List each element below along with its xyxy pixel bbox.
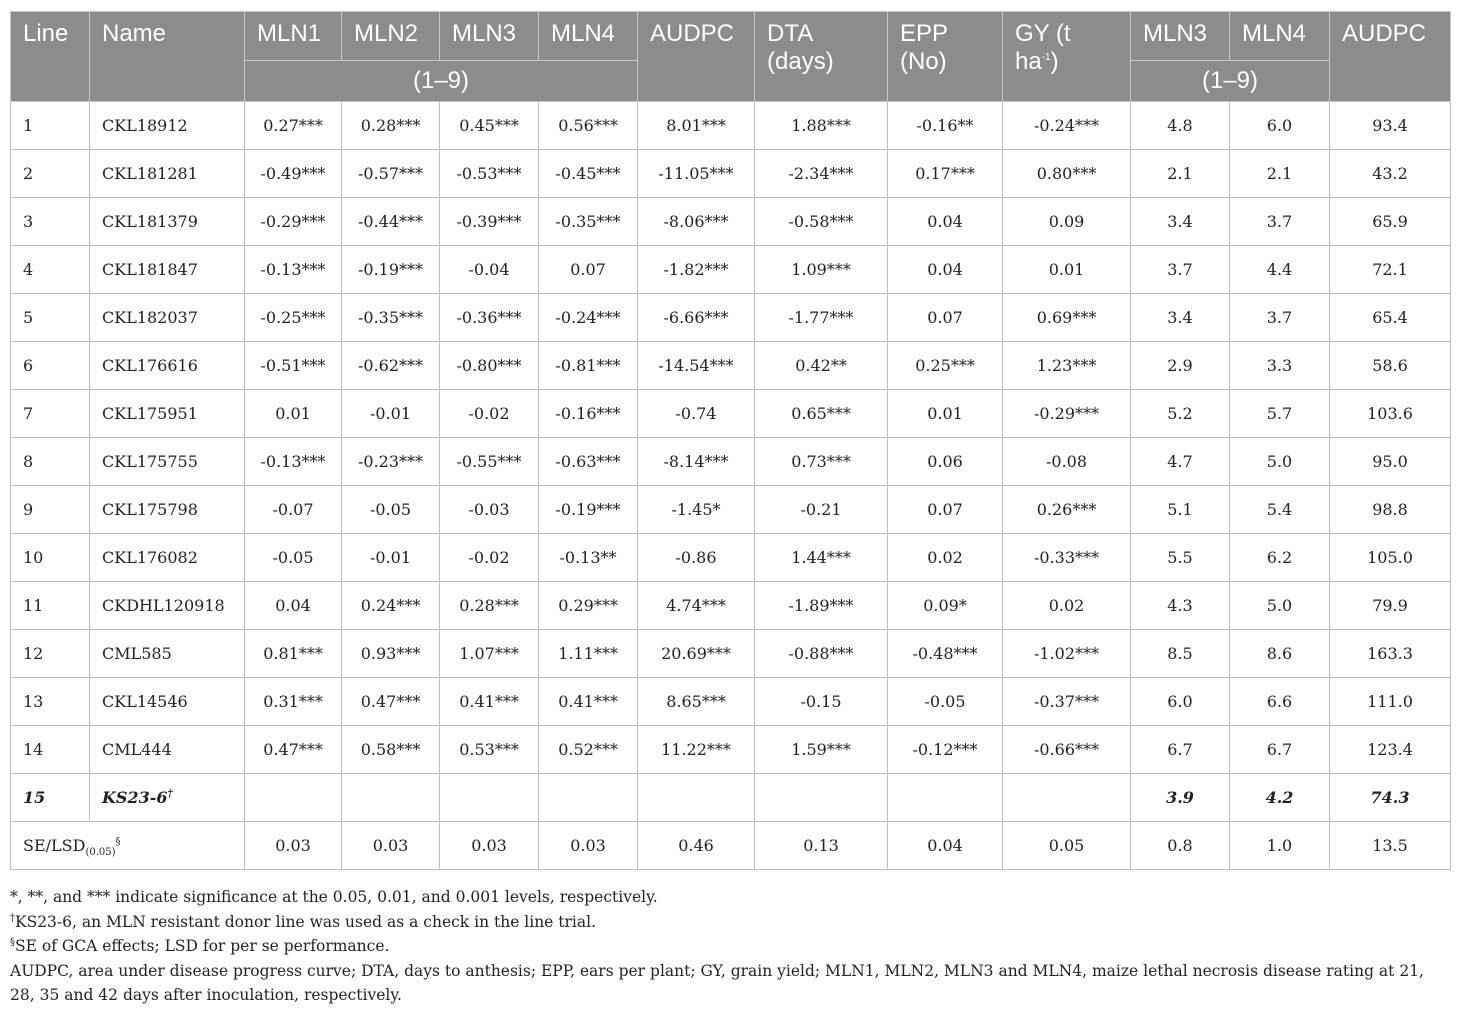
epp-gca-cell: 0.01 bbox=[888, 390, 1003, 438]
epp-gca-cell: 0.25*** bbox=[888, 342, 1003, 390]
mln4-perse-cell: 6.7 bbox=[1230, 726, 1330, 774]
mln4-perse-cell: 6.0 bbox=[1230, 102, 1330, 150]
name-cell: CKL176082 bbox=[90, 534, 245, 582]
mln3-perse-cell: 5.2 bbox=[1131, 390, 1230, 438]
footnote-significance: *, **, and *** indicate significance at the 0.05, 0.01, and 0.001 levels, respectively. bbox=[10, 888, 658, 906]
mln3-gca-cell: -0.53*** bbox=[440, 150, 539, 198]
mln4-perse-cell: 3.7 bbox=[1230, 294, 1330, 342]
se-cell: 0.04 bbox=[888, 822, 1003, 870]
line-cell: 8 bbox=[11, 438, 90, 486]
dta-gca-cell: 1.88*** bbox=[755, 102, 888, 150]
check-name-cell: KS23-6† bbox=[90, 774, 245, 822]
gy-gca-cell: 0.02 bbox=[1003, 582, 1131, 630]
mln3-perse-cell: 4.7 bbox=[1131, 438, 1230, 486]
table-row bbox=[11, 486, 1451, 534]
dta-gca-cell: -0.58*** bbox=[755, 198, 888, 246]
table-row bbox=[11, 678, 1451, 726]
gy-gca-cell: 0.80*** bbox=[1003, 150, 1131, 198]
check-mln4-cell: 4.2 bbox=[1230, 774, 1330, 822]
gy-gca-cell: -0.66*** bbox=[1003, 726, 1131, 774]
footnote-abbreviations: AUDPC, area under disease progress curve; DTA, days to anthesis; EPP, ears per plant; GY, grain yield; MLN1, MLN2, MLN3 and MLN4, maize lethal necrosis disease rating at 21, 28, 35 and 42 days after inoculation, respectively. bbox=[10, 961, 1424, 1004]
name-cell: CKL181281 bbox=[90, 150, 245, 198]
mln3-perse-cell: 5.1 bbox=[1131, 486, 1230, 534]
line-cell: 10 bbox=[11, 534, 90, 582]
mln3-gca-cell: 0.53*** bbox=[440, 726, 539, 774]
mln2-gca-cell: -0.05 bbox=[342, 486, 440, 534]
mln1-gca-cell: 0.31*** bbox=[245, 678, 342, 726]
mln3-perse-cell: 2.9 bbox=[1131, 342, 1230, 390]
dta-gca-cell: -1.89*** bbox=[755, 582, 888, 630]
mln3-perse-cell: 5.5 bbox=[1131, 534, 1230, 582]
col-header-dta: DTA (days) bbox=[755, 12, 888, 102]
col-header-gy: GY (t $ha^{-1}$) bbox=[1003, 12, 1131, 102]
dta-gca-cell: -0.21 bbox=[755, 486, 888, 534]
col-header-name: Name bbox=[90, 12, 245, 102]
mln2-gca-cell: 0.28*** bbox=[342, 102, 440, 150]
name-cell: CKL175951 bbox=[90, 390, 245, 438]
se-cell: 0.46 bbox=[638, 822, 755, 870]
mln1-gca-cell: -0.29*** bbox=[245, 198, 342, 246]
footnote-check: †KS23-6, an MLN resistant donor line was used as a check in the line trial. bbox=[10, 912, 597, 931]
gy-gca-cell: -0.33*** bbox=[1003, 534, 1131, 582]
mln3-gca-cell: -0.02 bbox=[440, 534, 539, 582]
audpc-perse-cell: 65.4 bbox=[1330, 294, 1451, 342]
mln4-gca-cell: -0.35*** bbox=[539, 198, 638, 246]
name-cell: CKDHL120918 bbox=[90, 582, 245, 630]
name-cell: CKL175755 bbox=[90, 438, 245, 486]
gca-unit-label: (1–9) bbox=[245, 61, 638, 102]
mln4-gca-cell: 0.07 bbox=[539, 246, 638, 294]
table-row bbox=[11, 630, 1451, 678]
mln3-perse-cell: 8.5 bbox=[1131, 630, 1230, 678]
line-cell: 12 bbox=[11, 630, 90, 678]
mln3-perse-cell: 3.7 bbox=[1131, 246, 1230, 294]
col-header-line: Line bbox=[11, 12, 90, 102]
perse-unit-label: (1–9) bbox=[1131, 61, 1330, 102]
mln4-gca-cell: 0.52*** bbox=[539, 726, 638, 774]
mln2-gca-cell: 0.93*** bbox=[342, 630, 440, 678]
mln3-gca-cell: 0.45*** bbox=[440, 102, 539, 150]
table-cell-empty bbox=[440, 774, 539, 822]
mln4-perse-cell: 3.3 bbox=[1230, 342, 1330, 390]
mln3-perse-cell: 2.1 bbox=[1131, 150, 1230, 198]
mln1-gca-cell: -0.13*** bbox=[245, 438, 342, 486]
dta-gca-cell: 0.73*** bbox=[755, 438, 888, 486]
col-header-mln2: MLN2 bbox=[342, 12, 440, 61]
audpc-perse-cell: 58.6 bbox=[1330, 342, 1451, 390]
mln3-perse-cell: 3.4 bbox=[1131, 294, 1230, 342]
check-audpc-cell: 74.3 bbox=[1330, 774, 1451, 822]
se-lsd-label: $SE/LSD_{(0.05)}^\S$ bbox=[11, 822, 245, 870]
epp-gca-cell: -0.16** bbox=[888, 102, 1003, 150]
mln3-gca-cell: -0.02 bbox=[440, 390, 539, 438]
check-line-cell: 15 bbox=[11, 774, 90, 822]
check-row bbox=[11, 774, 1451, 822]
mln4-perse-cell: 5.7 bbox=[1230, 390, 1330, 438]
dta-gca-cell: 0.42** bbox=[755, 342, 888, 390]
mln4-perse-cell: 4.4 bbox=[1230, 246, 1330, 294]
gy-gca-cell: 0.01 bbox=[1003, 246, 1131, 294]
mln4-gca-cell: -0.24*** bbox=[539, 294, 638, 342]
col-header-mln4: MLN4 bbox=[539, 12, 638, 61]
audpc-gca-cell: 8.65*** bbox=[638, 678, 755, 726]
line-cell: 11 bbox=[11, 582, 90, 630]
audpc-perse-cell: 103.6 bbox=[1330, 390, 1451, 438]
col-header-epp: EPP (No) bbox=[888, 12, 1003, 102]
name-cell: CKL176616 bbox=[90, 342, 245, 390]
results-table-container bbox=[10, 11, 1450, 870]
mln2-gca-cell: -0.35*** bbox=[342, 294, 440, 342]
footnote-se-lsd: §SE of GCA effects; LSD for per se performance. bbox=[10, 936, 390, 955]
table-cell-empty bbox=[342, 774, 440, 822]
table-cell-empty bbox=[539, 774, 638, 822]
line-cell: 4 bbox=[11, 246, 90, 294]
mln4-perse-cell: 8.6 bbox=[1230, 630, 1330, 678]
line-cell: 1 bbox=[11, 102, 90, 150]
audpc-gca-cell: -1.45* bbox=[638, 486, 755, 534]
mln2-gca-cell: -0.19*** bbox=[342, 246, 440, 294]
audpc-gca-cell: 8.01*** bbox=[638, 102, 755, 150]
mln2-gca-cell: -0.23*** bbox=[342, 438, 440, 486]
col-header-audpc: AUDPC bbox=[638, 12, 755, 102]
table-cell-empty bbox=[245, 774, 342, 822]
epp-gca-cell: 0.04 bbox=[888, 198, 1003, 246]
audpc-gca-cell: 20.69*** bbox=[638, 630, 755, 678]
audpc-perse-cell: 95.0 bbox=[1330, 438, 1451, 486]
name-cell: CML444 bbox=[90, 726, 245, 774]
mln3-gca-cell: -0.03 bbox=[440, 486, 539, 534]
gy-gca-cell: -0.29*** bbox=[1003, 390, 1131, 438]
dta-gca-cell: -0.88*** bbox=[755, 630, 888, 678]
mln1-gca-cell: -0.07 bbox=[245, 486, 342, 534]
mln4-perse-cell: 6.2 bbox=[1230, 534, 1330, 582]
se-cell: 0.03 bbox=[539, 822, 638, 870]
mln4-gca-cell: -0.13** bbox=[539, 534, 638, 582]
mln4-perse-cell: 5.0 bbox=[1230, 438, 1330, 486]
gy-gca-cell: 0.26*** bbox=[1003, 486, 1131, 534]
dta-gca-cell: 1.09*** bbox=[755, 246, 888, 294]
audpc-perse-cell: 163.3 bbox=[1330, 630, 1451, 678]
dta-gca-cell: 1.44*** bbox=[755, 534, 888, 582]
audpc-perse-cell: 43.2 bbox=[1330, 150, 1451, 198]
mln1-gca-cell: 0.81*** bbox=[245, 630, 342, 678]
mln4-perse-cell: 2.1 bbox=[1230, 150, 1330, 198]
audpc-gca-cell: -8.06*** bbox=[638, 198, 755, 246]
name-cell: CKL181379 bbox=[90, 198, 245, 246]
mln3-gca-cell: 1.07*** bbox=[440, 630, 539, 678]
epp-gca-cell: 0.04 bbox=[888, 246, 1003, 294]
line-cell: 5 bbox=[11, 294, 90, 342]
mln2-gca-cell: -0.01 bbox=[342, 390, 440, 438]
gca-table bbox=[10, 11, 1451, 870]
name-cell: CML585 bbox=[90, 630, 245, 678]
mln3-perse-cell: 3.4 bbox=[1131, 198, 1230, 246]
mln1-gca-cell: -0.05 bbox=[245, 534, 342, 582]
line-cell: 7 bbox=[11, 390, 90, 438]
lsd-cell: 0.8 bbox=[1131, 822, 1230, 870]
mln4-perse-cell: 3.7 bbox=[1230, 198, 1330, 246]
epp-gca-cell: -0.48*** bbox=[888, 630, 1003, 678]
audpc-perse-cell: 105.0 bbox=[1330, 534, 1451, 582]
dta-gca-cell: -2.34*** bbox=[755, 150, 888, 198]
line-cell: 9 bbox=[11, 486, 90, 534]
line-cell: 3 bbox=[11, 198, 90, 246]
mln1-gca-cell: -0.49*** bbox=[245, 150, 342, 198]
audpc-gca-cell: -1.82*** bbox=[638, 246, 755, 294]
mln3-gca-cell: -0.04 bbox=[440, 246, 539, 294]
mln4-gca-cell: 0.41*** bbox=[539, 678, 638, 726]
mln1-gca-cell: 0.27*** bbox=[245, 102, 342, 150]
mln4-gca-cell: -0.63*** bbox=[539, 438, 638, 486]
table-row bbox=[11, 294, 1451, 342]
dta-gca-cell: -1.77*** bbox=[755, 294, 888, 342]
table-row bbox=[11, 198, 1451, 246]
mln2-gca-cell: -0.57*** bbox=[342, 150, 440, 198]
check-mln3-cell: 3.9 bbox=[1131, 774, 1230, 822]
table-row bbox=[11, 390, 1451, 438]
mln4-gca-cell: -0.81*** bbox=[539, 342, 638, 390]
mln4-gca-cell: 1.11*** bbox=[539, 630, 638, 678]
table-row bbox=[11, 246, 1451, 294]
gy-gca-cell: -0.08 bbox=[1003, 438, 1131, 486]
audpc-perse-cell: 98.8 bbox=[1330, 486, 1451, 534]
name-cell: CKL181847 bbox=[90, 246, 245, 294]
mln1-gca-cell: -0.25*** bbox=[245, 294, 342, 342]
mln4-gca-cell: -0.16*** bbox=[539, 390, 638, 438]
mln2-gca-cell: 0.24*** bbox=[342, 582, 440, 630]
epp-gca-cell: 0.07 bbox=[888, 486, 1003, 534]
table-cell-empty bbox=[888, 774, 1003, 822]
mln4-gca-cell: 0.29*** bbox=[539, 582, 638, 630]
table-cell-empty bbox=[755, 774, 888, 822]
epp-gca-cell: -0.05 bbox=[888, 678, 1003, 726]
audpc-perse-cell: 93.4 bbox=[1330, 102, 1451, 150]
mln4-perse-cell: 6.6 bbox=[1230, 678, 1330, 726]
table-row bbox=[11, 150, 1451, 198]
audpc-perse-cell: 123.4 bbox=[1330, 726, 1451, 774]
mln4-gca-cell: -0.19*** bbox=[539, 486, 638, 534]
line-cell: 2 bbox=[11, 150, 90, 198]
mln3-gca-cell: -0.39*** bbox=[440, 198, 539, 246]
gy-gca-cell: 0.09 bbox=[1003, 198, 1131, 246]
gy-gca-cell: -0.24*** bbox=[1003, 102, 1131, 150]
mln3-gca-cell: 0.28*** bbox=[440, 582, 539, 630]
mln1-gca-cell: 0.01 bbox=[245, 390, 342, 438]
col-header-mln3: MLN3 bbox=[440, 12, 539, 61]
table-row bbox=[11, 438, 1451, 486]
table-row bbox=[11, 102, 1451, 150]
table-body bbox=[11, 102, 1451, 870]
mln1-gca-cell: 0.47*** bbox=[245, 726, 342, 774]
epp-gca-cell: 0.06 bbox=[888, 438, 1003, 486]
audpc-gca-cell: 11.22*** bbox=[638, 726, 755, 774]
se-cell: 0.03 bbox=[342, 822, 440, 870]
mln4-perse-cell: 5.4 bbox=[1230, 486, 1330, 534]
epp-gca-cell: 0.17*** bbox=[888, 150, 1003, 198]
header-row-1 bbox=[11, 12, 1451, 61]
dta-gca-cell: -0.15 bbox=[755, 678, 888, 726]
line-cell: 6 bbox=[11, 342, 90, 390]
mln1-gca-cell: -0.51*** bbox=[245, 342, 342, 390]
name-cell: CKL175798 bbox=[90, 486, 245, 534]
mln2-gca-cell: 0.58*** bbox=[342, 726, 440, 774]
epp-gca-cell: 0.02 bbox=[888, 534, 1003, 582]
audpc-gca-cell: 4.74*** bbox=[638, 582, 755, 630]
gy-gca-cell: 1.23*** bbox=[1003, 342, 1131, 390]
mln3-gca-cell: -0.55*** bbox=[440, 438, 539, 486]
audpc-gca-cell: -11.05*** bbox=[638, 150, 755, 198]
audpc-gca-cell: -6.66*** bbox=[638, 294, 755, 342]
mln3-perse-cell: 6.0 bbox=[1131, 678, 1230, 726]
audpc-perse-cell: 72.1 bbox=[1330, 246, 1451, 294]
gy-gca-cell: 0.69*** bbox=[1003, 294, 1131, 342]
audpc-perse-cell: 65.9 bbox=[1330, 198, 1451, 246]
audpc-perse-cell: 79.9 bbox=[1330, 582, 1451, 630]
gy-gca-cell: -0.37*** bbox=[1003, 678, 1131, 726]
mln3-gca-cell: 0.41*** bbox=[440, 678, 539, 726]
name-cell: CKL14546 bbox=[90, 678, 245, 726]
audpc-gca-cell: -14.54*** bbox=[638, 342, 755, 390]
table-cell-empty bbox=[638, 774, 755, 822]
mln3-perse-cell: 4.3 bbox=[1131, 582, 1230, 630]
table-row bbox=[11, 342, 1451, 390]
mln4-gca-cell: 0.56*** bbox=[539, 102, 638, 150]
table-cell-empty bbox=[1003, 774, 1131, 822]
epp-gca-cell: 0.07 bbox=[888, 294, 1003, 342]
mln2-gca-cell: 0.47*** bbox=[342, 678, 440, 726]
mln3-perse-cell: 6.7 bbox=[1131, 726, 1230, 774]
col-header-perse-audpc: AUDPC bbox=[1330, 12, 1451, 102]
audpc-gca-cell: -0.74 bbox=[638, 390, 755, 438]
mln2-gca-cell: -0.44*** bbox=[342, 198, 440, 246]
line-cell: 14 bbox=[11, 726, 90, 774]
se-cell: 0.13 bbox=[755, 822, 888, 870]
mln3-gca-cell: -0.36*** bbox=[440, 294, 539, 342]
audpc-perse-cell: 111.0 bbox=[1330, 678, 1451, 726]
gy-gca-cell: -1.02*** bbox=[1003, 630, 1131, 678]
name-cell: CKL18912 bbox=[90, 102, 245, 150]
lsd-cell: 13.5 bbox=[1330, 822, 1451, 870]
dta-gca-cell: 1.59*** bbox=[755, 726, 888, 774]
name-cell: CKL182037 bbox=[90, 294, 245, 342]
col-header-perse-mln4: MLN4 bbox=[1230, 12, 1330, 61]
se-cell: 0.03 bbox=[245, 822, 342, 870]
table-footnotes bbox=[10, 885, 1450, 1008]
mln1-gca-cell: 0.04 bbox=[245, 582, 342, 630]
epp-gca-cell: 0.09* bbox=[888, 582, 1003, 630]
mln2-gca-cell: -0.62*** bbox=[342, 342, 440, 390]
se-cell: 0.03 bbox=[440, 822, 539, 870]
audpc-gca-cell: -0.86 bbox=[638, 534, 755, 582]
epp-gca-cell: -0.12*** bbox=[888, 726, 1003, 774]
dta-gca-cell: 0.65*** bbox=[755, 390, 888, 438]
lsd-cell: 1.0 bbox=[1230, 822, 1330, 870]
mln3-gca-cell: -0.80*** bbox=[440, 342, 539, 390]
col-header-mln1: MLN1 bbox=[245, 12, 342, 61]
line-cell: 13 bbox=[11, 678, 90, 726]
mln1-gca-cell: -0.13*** bbox=[245, 246, 342, 294]
se-lsd-row bbox=[11, 822, 1451, 870]
mln3-perse-cell: 4.8 bbox=[1131, 102, 1230, 150]
se-cell: 0.05 bbox=[1003, 822, 1131, 870]
mln4-perse-cell: 5.0 bbox=[1230, 582, 1330, 630]
mln2-gca-cell: -0.01 bbox=[342, 534, 440, 582]
col-header-perse-mln3: MLN3 bbox=[1131, 12, 1230, 61]
audpc-gca-cell: -8.14*** bbox=[638, 438, 755, 486]
mln4-gca-cell: -0.45*** bbox=[539, 150, 638, 198]
table-row bbox=[11, 582, 1451, 630]
table-row bbox=[11, 726, 1451, 774]
table-row bbox=[11, 534, 1451, 582]
